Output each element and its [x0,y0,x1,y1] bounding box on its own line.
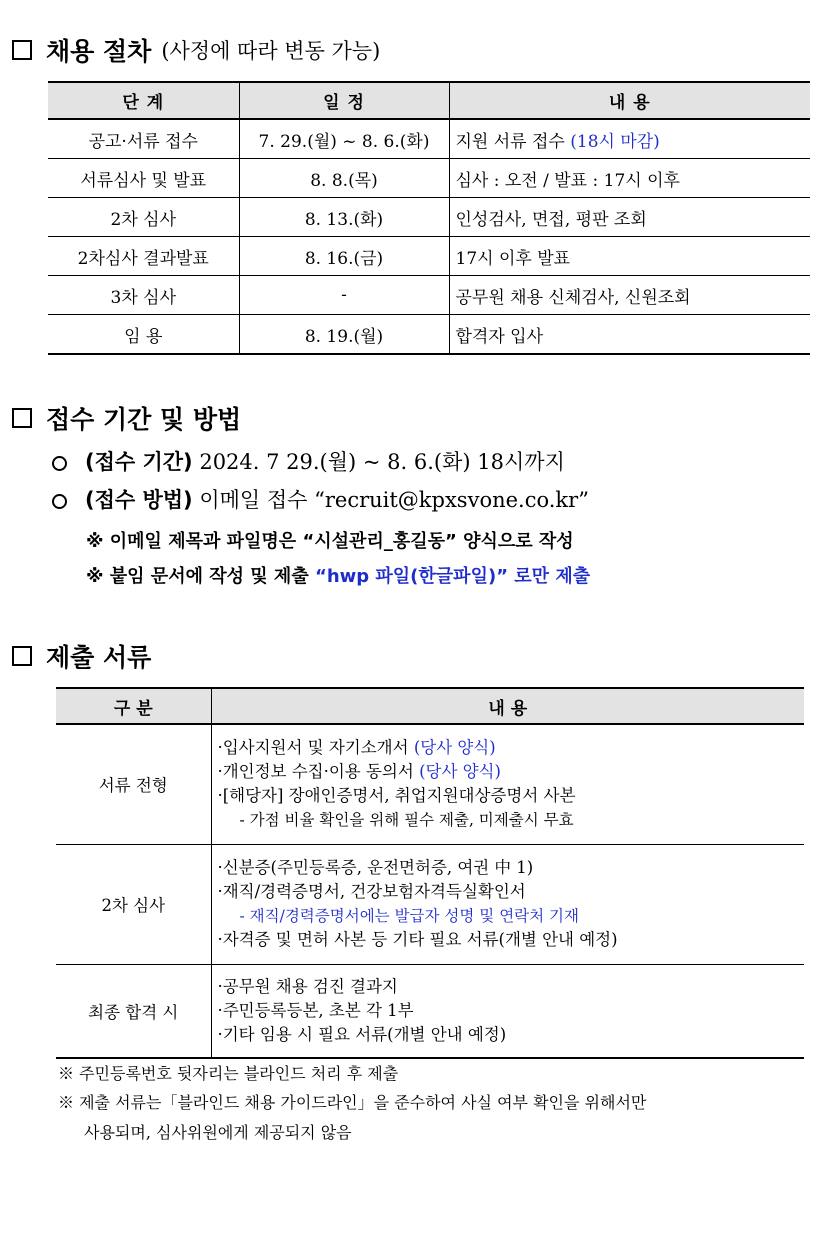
date-cell: 8. 8.(목) [239,159,449,198]
step-cell: 서류심사 및 발표 [48,159,239,198]
category-cell: 최종 합격 시 [56,964,211,1058]
documents-table [56,687,804,1059]
file-format-note: ※ 붙임 문서에 작성 및 제출 “hwp 파일(한글파일)” 로만 제출 [86,566,591,587]
content-cell: 17시 이후 발표 [449,237,810,276]
step-cell: 2차 심사 [48,198,239,237]
list-sub-item: - 가점 비율 확인을 위해 필수 제출, 미제출시 무효 [239,811,574,830]
application-period-line: (접수 기간) 2024. 7 29.(월) ~ 8. 6.(화) 18시까지 [52,446,565,476]
list-item: ·재직/경력증명서, 건강보험자격득실확인서 [217,882,526,901]
table-row [48,276,810,315]
table-row [48,315,810,355]
checkbox-square-icon [12,408,32,428]
content-cell: 심사 : 오전 / 발표 : 17시 이후 [449,159,810,198]
list-item: ·개인정보 수집·이용 동의서 (당사 양식) [217,762,501,782]
content-text: 지원 서류 접수 [455,131,571,152]
email-subject-note: ※ 이메일 제목과 파일명은 “시설관리_홍길동” 양식으로 작성 [86,531,574,552]
deadline-highlight: (18시 마감) [570,131,660,152]
column-header: 단 계 [48,82,239,119]
step-cell: 3차 심사 [48,276,239,315]
step-cell: 2차심사 결과발표 [48,237,239,276]
list-item: ·신분증(주민등록증, 운전면허증, 여권 中 1) [217,858,534,877]
section-title-application: 접수 기간 및 방법 [12,400,241,436]
list-item: ·주민등록등본, 초본 각 1부 [217,1000,414,1020]
checkbox-square-icon [12,40,32,60]
table-row [48,198,810,237]
application-method-line: (접수 방법) 이메일 접수 “recruit@kpxsvone.co.kr” [52,484,589,514]
file-format-highlight: “hwp 파일(한글파일)” 로만 제출 [314,566,591,587]
column-header: 내 용 [449,82,810,119]
table-row [56,964,804,1058]
table-row [48,237,810,276]
list-item: ·기타 임용 시 필요 서류(개별 안내 예정) [217,1024,507,1044]
date-cell: 8. 13.(화) [239,198,449,237]
documents-cell [211,844,804,964]
section-title-recruitment-process: 채용 절차 (사정에 따라 변동 가능) [12,32,380,68]
circle-bullet-icon [52,494,67,509]
content-cell: 인성검사, 면접, 평판 조회 [449,198,810,237]
section-title-documents: 제출 서류 [12,638,151,674]
documents-cell [211,724,804,844]
column-header: 내 용 [211,688,804,724]
table-row [48,159,810,198]
date-cell: 8. 19.(월) [239,315,449,355]
table-row [56,724,804,844]
step-cell: 공고·서류 접수 [48,119,239,159]
footnote-blind-guideline-cont: 사용되며, 심사위원에게 제공되지 않음 [84,1123,352,1142]
footnote-resident-number: ※ 주민등록번호 뒷자리는 블라인드 처리 후 제출 [58,1064,399,1083]
date-cell: - [239,276,449,315]
table-header-row [56,688,804,724]
date-cell: 8. 16.(금) [239,237,449,276]
list-item: ·자격증 및 면허 사본 등 기타 필요 서류(개별 안내 예정) [217,930,618,949]
content-cell: 합격자 입사 [449,315,810,355]
category-cell: 서류 전형 [56,724,211,844]
content-cell: 공무원 채용 신체검사, 신원조회 [449,276,810,315]
list-item: ·공무원 채용 검진 결과지 [217,976,398,996]
documents-cell [211,964,804,1058]
category-cell: 2차 심사 [56,844,211,964]
content-cell [449,119,810,159]
table-row [56,844,804,964]
table-row [48,119,810,159]
column-header: 구 분 [56,688,211,724]
list-sub-item: - 재직/경력증명서에는 발급자 성명 및 연락처 기재 [239,907,579,925]
column-header: 일 정 [239,82,449,119]
list-item: ·[해당자] 장애인증명서, 취업지원대상증명서 사본 [217,786,576,806]
table-header-row [48,82,810,119]
step-cell: 임 용 [48,315,239,355]
list-item: ·입사지원서 및 자기소개서 (당사 양식) [217,738,496,758]
date-cell: 7. 29.(월) ~ 8. 6.(화) [239,119,449,159]
circle-bullet-icon [52,456,67,471]
footnote-blind-guideline: ※ 제출 서류는「블라인드 채용 가이드라인」을 준수하여 사실 여부 확인을 위해서만 [58,1093,647,1112]
recruitment-process-table [48,81,810,355]
checkbox-square-icon [12,646,32,666]
